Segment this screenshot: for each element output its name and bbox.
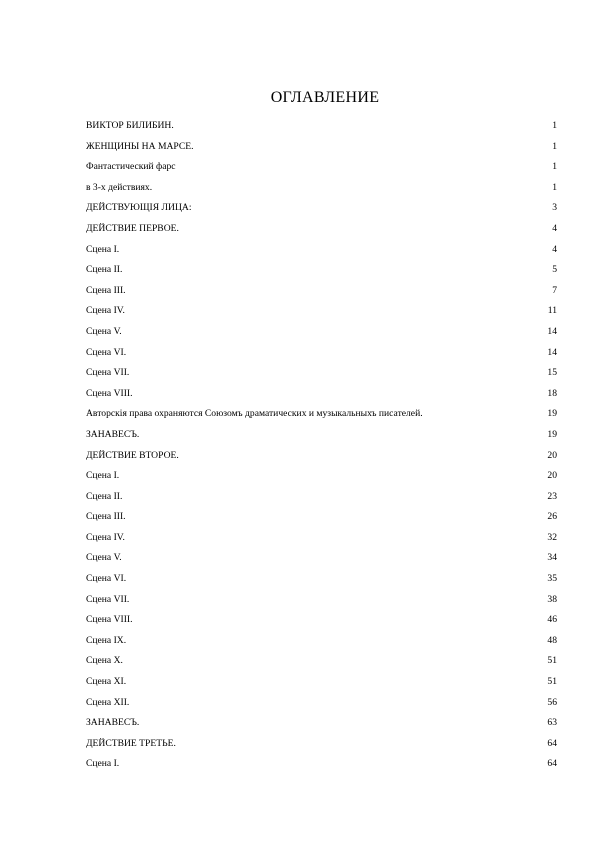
toc-entry[interactable] — [86, 758, 557, 779]
toc-title: ОГЛАВЛЕНИЕ — [270, 89, 380, 106]
toc-entry-page-number: 46 — [547, 614, 557, 626]
toc-entry-page-number: 20 — [547, 449, 557, 461]
toc-entry[interactable] — [86, 141, 557, 162]
toc-entry[interactable] — [86, 552, 557, 573]
toc-entry[interactable] — [86, 655, 557, 676]
toc-entry-label: ВИКТОР БИЛИБИН. — [86, 120, 174, 131]
toc-entry-label: Сцена XII. — [86, 696, 130, 708]
toc-entry-page-number: 35 — [547, 573, 557, 585]
toc-entry-page-number: 1 — [552, 161, 557, 173]
toc-entry-page-number: 3 — [552, 202, 557, 214]
toc-entry[interactable] — [86, 244, 557, 265]
toc-entry[interactable] — [86, 532, 557, 553]
toc-entry[interactable] — [86, 223, 557, 244]
toc-entry-label: ДЕЙСТВУЮЩІЯ ЛИЦА: — [86, 202, 192, 214]
toc-entry[interactable] — [86, 182, 557, 203]
toc-entry[interactable] — [86, 511, 557, 532]
toc-entry[interactable] — [86, 120, 557, 141]
toc-entry-label: ДЕЙСТВИЕ ПЕРВОЕ. — [86, 222, 179, 234]
toc-entry-page-number: 7 — [552, 284, 557, 296]
toc-entry-label: в 3-х действиях. — [86, 181, 153, 193]
toc-entry[interactable] — [86, 450, 557, 471]
toc-entry-label: Сцена X. — [86, 655, 123, 667]
toc-entry-page-number: 1 — [552, 120, 557, 131]
toc-entry[interactable] — [86, 347, 557, 368]
toc-entry[interactable] — [86, 285, 557, 306]
toc-entry-page-number: 51 — [547, 655, 557, 667]
toc-entry-page-number: 32 — [547, 531, 557, 543]
toc-entry-page-number: 20 — [547, 470, 557, 482]
toc-entry-label: Сцена I. — [86, 470, 120, 482]
toc-entry-label: Авторскія права охраняются Союзомъ драматических и музыкальныхъ писателей. — [86, 408, 423, 420]
toc-entry-page-number: 11 — [547, 305, 557, 317]
toc-entry-label: ЖЕНЩИНЫ НА МАРСЕ. — [86, 140, 194, 152]
toc-entry-label: ДЕЙСТВИЕ ТРЕТЬЕ. — [86, 737, 176, 749]
toc-entry-page-number: 14 — [547, 325, 557, 337]
toc-entry-label: Сцена I. — [86, 243, 120, 255]
toc-entry[interactable] — [86, 738, 557, 759]
toc-entry-page-number: 56 — [547, 696, 557, 708]
toc-entry-page-number: 5 — [552, 264, 557, 276]
toc-entry-page-number: 1 — [552, 181, 557, 193]
toc-entry-label: ЗАНАВЕСЪ. — [86, 428, 140, 440]
toc-entry-label: Сцена VII. — [86, 593, 130, 605]
toc-entry-label: Сцена VIII. — [86, 614, 133, 626]
toc-entry[interactable] — [86, 388, 557, 409]
toc-entry[interactable] — [86, 408, 557, 429]
toc-entry[interactable] — [86, 202, 557, 223]
toc-entry[interactable] — [86, 491, 557, 512]
toc-entry[interactable] — [86, 594, 557, 615]
toc-entry-page-number: 23 — [547, 490, 557, 502]
toc-entry-label: Сцена IV. — [86, 305, 125, 317]
toc-entry-page-number: 18 — [547, 387, 557, 399]
toc-entry-page-number: 4 — [552, 222, 557, 234]
toc-entry[interactable] — [86, 573, 557, 594]
toc-entry[interactable] — [86, 470, 557, 491]
toc-entry-label: Сцена III. — [86, 284, 126, 296]
toc-entry[interactable] — [86, 264, 557, 285]
toc-entry-page-number: 34 — [547, 552, 557, 564]
toc-entry-label: Сцена VII. — [86, 367, 130, 379]
toc-entry-page-number: 63 — [547, 717, 557, 729]
toc-entry-page-number: 26 — [547, 511, 557, 523]
toc-entry-label: Сцена VI. — [86, 346, 127, 358]
toc-entry[interactable] — [86, 305, 557, 326]
toc-entry-page-number: 14 — [547, 346, 557, 358]
toc-entry-label: Сцена V. — [86, 552, 122, 564]
toc-entry-label: Сцена III. — [86, 511, 126, 523]
toc-entry[interactable] — [86, 161, 557, 182]
toc-entry[interactable] — [86, 429, 557, 450]
toc-entry[interactable] — [86, 614, 557, 635]
toc-entry[interactable] — [86, 326, 557, 347]
toc-entry-label: ЗАНАВЕСЪ. — [86, 717, 140, 729]
toc-entry[interactable] — [86, 635, 557, 656]
toc-entry-page-number: 15 — [547, 367, 557, 379]
toc-entry-page-number: 51 — [547, 676, 557, 688]
toc-entry-label: Сцена IX. — [86, 634, 127, 646]
toc-entry-page-number: 48 — [547, 634, 557, 646]
toc-entry-page-number: 1 — [552, 140, 557, 152]
toc-entry-page-number: 38 — [547, 593, 557, 605]
toc-entry-label: Сцена II. — [86, 264, 123, 276]
toc-entry-label: ДЕЙСТВИЕ ВТОРОЕ. — [86, 449, 179, 461]
toc-entry-label: Сцена I. — [86, 758, 120, 770]
toc-entry-page-number: 19 — [547, 408, 557, 420]
toc-list — [86, 120, 557, 779]
toc-entry[interactable] — [86, 717, 557, 738]
toc-entry-page-number: 19 — [547, 428, 557, 440]
toc-entry-label: Сцена VI. — [86, 573, 127, 585]
toc-entry-page-number: 4 — [552, 243, 557, 255]
toc-entry-label: Сцена IV. — [86, 531, 125, 543]
toc-entry-label: Сцена XI. — [86, 676, 127, 688]
toc-entry-page-number: 64 — [547, 737, 557, 749]
toc-entry[interactable] — [86, 676, 557, 697]
toc-entry-label: Сцена V. — [86, 325, 122, 337]
toc-entry[interactable] — [86, 367, 557, 388]
toc-entry-label: Фантастический фарс — [86, 161, 176, 173]
toc-entry-label: Сцена II. — [86, 490, 123, 502]
toc-entry[interactable] — [86, 697, 557, 718]
toc-entry-label: Сцена VIII. — [86, 387, 133, 399]
toc-entry-page-number: 64 — [547, 758, 557, 770]
